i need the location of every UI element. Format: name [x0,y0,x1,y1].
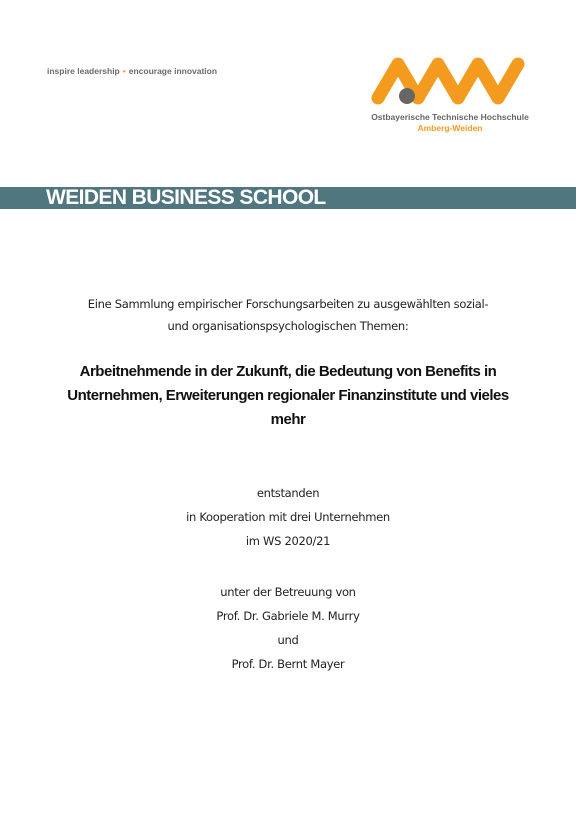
supervisor-2: Prof. Dr. Bernt Mayer [231,657,345,671]
supervisor-1: Prof. Dr. Gabriele M. Murry [216,609,360,623]
logo-line1: Ostbayerische Technische Hochschule [371,112,529,122]
oth-logo [370,52,530,142]
conjunction: und [277,633,299,647]
tagline-separator: • [122,66,126,76]
document-title [40,360,536,432]
tagline-part1: inspire leadership [47,66,120,76]
school-banner [0,187,576,209]
title-line1: Arbeitnehmende in der Zukunft, die Bedeutung von Benefits in [79,363,497,380]
origin-line1: entstanden [256,486,320,500]
origin-block [40,481,536,553]
title-line2: Unternehmen, Erweiterungen regionaler Finanzinstitute und vieles [67,387,509,404]
logo-line2: Amberg-Weiden [417,123,483,133]
tagline-part2: encourage innovation [128,66,218,76]
supervision-line1: unter der Betreuung von [220,585,356,599]
intro-line2: und organisationspsychologischen Themen: [167,319,409,333]
oth-logo-icon [370,52,530,108]
supervision-block [40,580,536,676]
header-tagline [47,66,217,76]
origin-line3: im WS 2020/21 [245,534,331,548]
title-line3: mehr [270,411,306,428]
intro-text [40,293,536,337]
school-name: WEIDEN BUSINESS SCHOOL [46,186,326,209]
origin-line2: in Kooperation mit drei Unternehmen [186,510,390,524]
intro-line1: Eine Sammlung empirischer Forschungsarbeiten zu ausgewählten sozial- [87,297,489,311]
